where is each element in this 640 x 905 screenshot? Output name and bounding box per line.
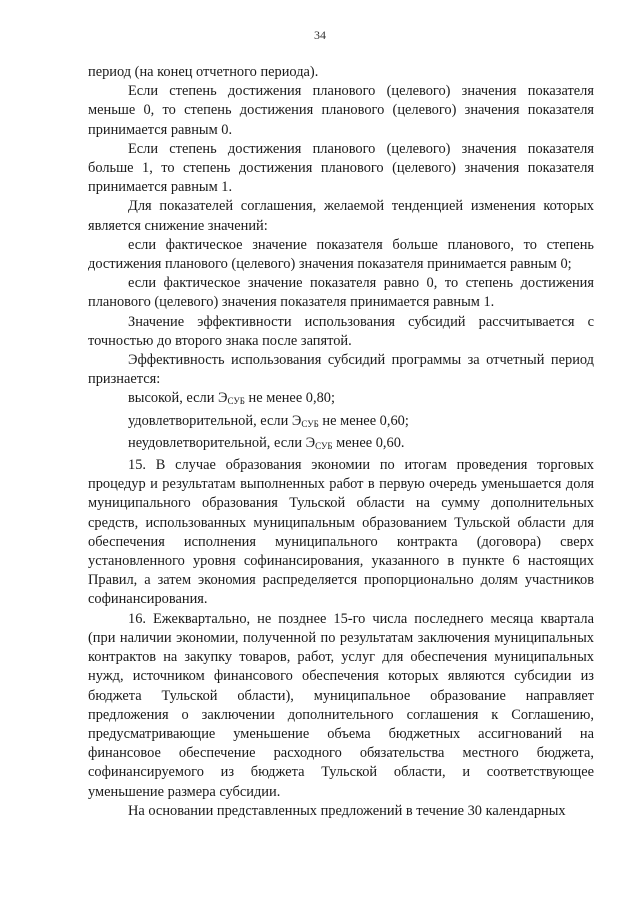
paragraph: Для показателей соглашения, желаемой тенденцией изменения которых является снижение значений: <box>88 198 594 234</box>
rating-subscript: СУБ <box>301 418 319 429</box>
page-number: 34 <box>314 28 326 42</box>
rating-subscript: СУБ <box>315 440 333 451</box>
rating-high <box>88 389 594 411</box>
rating-suffix: менее 0,60. <box>332 434 405 451</box>
paragraph: На основании представленных предложений в течение 30 календарных <box>128 802 566 819</box>
paragraph: Если степень достижения планового (целевого) значения показателя больше 1, то степень достижения планового (целевого) значения показателя принимается равным 1. <box>88 140 594 196</box>
paragraph: Значение эффективности использования субсидий рассчитывается с точностью до второго знака после запятой. <box>88 313 594 349</box>
rating-suffix: не менее 0,80; <box>244 390 335 407</box>
rating-prefix: высокой, если Э <box>128 390 228 407</box>
rating-subscript: СУБ <box>227 396 245 407</box>
paragraph: период (на конец отчетного периода). <box>88 64 319 80</box>
paragraph-item-15: 15. В случае образования экономии по итогам проведения торговых процедур и результатам выполненных работ в первую очередь уменьшается доля муниципального образования Тульской области на сумму дополнительных средств, использованных муниципальным образованием Тульской области для обеспечения исполнения муниципального контракта (договора) сверх установленного уровня софинансирования, указанного в пункте 6 настоящих Правил, а затем экономия распределяется пропорционально долям участников софинансирования. <box>88 457 594 608</box>
rating-suffix: не менее 0,60; <box>318 412 409 429</box>
rating-satisfactory <box>88 412 594 434</box>
paragraph: если фактическое значение показателя больше планового, то степень достижения планового (целевого) значения показателя принимается равным 0; <box>88 236 594 273</box>
paragraph: если фактическое значение показателя равно 0, то степень достижения планового (целевого) значения показателя принимается равным 1. <box>88 275 594 311</box>
paragraph: Эффективность использования субсидий программы за отчетный период признается: <box>88 352 594 388</box>
rating-unsatisfactory <box>88 434 594 456</box>
paragraph: Если степень достижения планового (целевого) значения показателя меньше 0, то степень достижения планового (целевого) значения показателя принимается равным 0. <box>88 83 594 138</box>
rating-prefix: удовлетворительной, если Э <box>128 412 302 429</box>
paragraph-item-16: 16. Ежеквартально, не позднее 15-го числа последнего месяца квартала (при наличии экономии, полученной по результатам заключения муниципальных контрактов на закупку товаров, работ, услуг для обеспечения муниципальных нужд, источником финансового обеспечения которых являются субсидии из бюджета Тульской области), муниципальное образование направляет предложения о заключении дополнительного соглашения к Соглашению, предусматривающие уменьшение объема бюджетных ассигнований на финансовое обеспечение расходного обязательства местного бюджета, софинансируемого из бюджета Тульской области, и соответствующее уменьшение размера субсидии. <box>88 610 594 800</box>
rating-prefix: неудовлетворительной, если Э <box>128 434 316 451</box>
document-body <box>88 63 594 821</box>
